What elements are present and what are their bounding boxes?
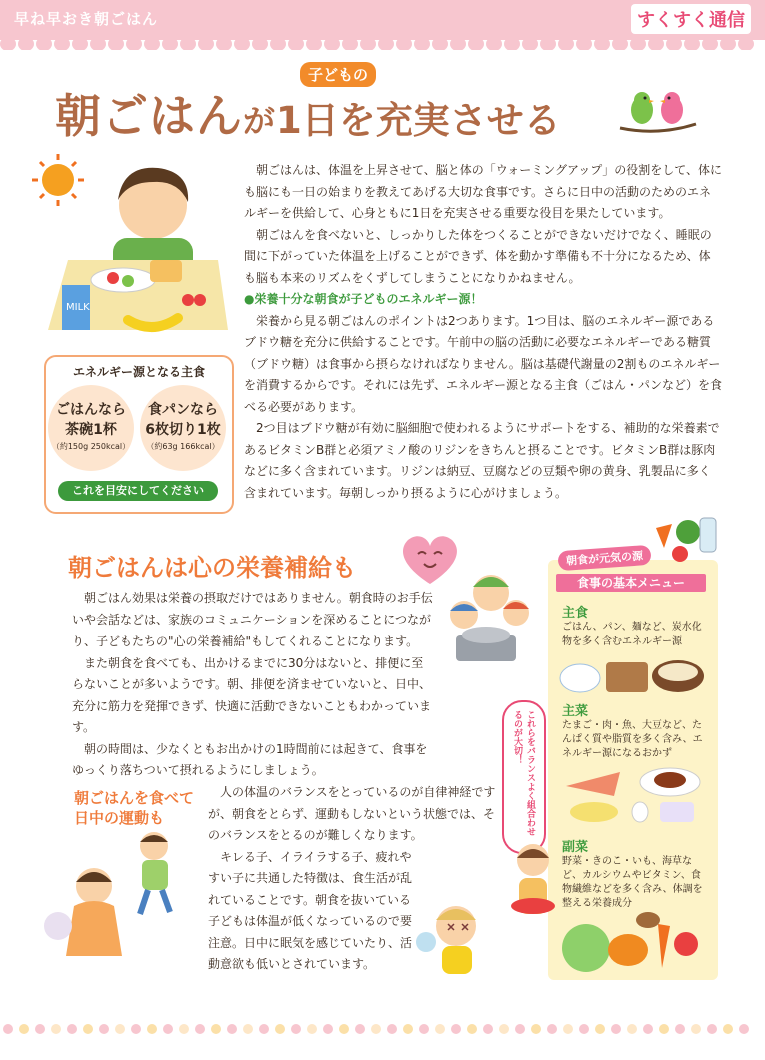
scallop-dot (342, 37, 358, 50)
scallop-dot (630, 37, 646, 50)
footer-dot (499, 1024, 509, 1034)
scallop-dot (54, 37, 70, 50)
footer-dot (179, 1024, 189, 1034)
footer-dot (659, 1024, 669, 1034)
scallop-dot (216, 37, 232, 50)
header-scallop-border (0, 36, 765, 50)
footer-dot (643, 1024, 653, 1034)
scallop-dot (738, 37, 754, 50)
scallop-dot (126, 37, 142, 50)
footer-dot (339, 1024, 349, 1034)
children-playing-illustration (44, 826, 204, 976)
footer-dot (51, 1024, 61, 1034)
rice-calories: （約150g 250kcal） (51, 442, 131, 451)
footer-dot (307, 1024, 317, 1034)
footer-dot (403, 1024, 413, 1034)
footer-dot (531, 1024, 541, 1034)
sun-icon (32, 154, 84, 206)
scallop-dot (612, 37, 628, 50)
section2-paragraph-3: 朝の時間は、少なくともお出かけの1時間前には起きて、食事をゆっくり落ちついて摂れるようにしましょう。 (72, 741, 428, 777)
child-with-dish-illustration (505, 838, 563, 928)
scallop-dot (324, 37, 340, 50)
staple-text: ごはん、パン、麺など、炭水化物を多く含むエネルギー源 (562, 622, 702, 647)
title-kicker: 子どもの (300, 62, 376, 87)
footer-dot (3, 1024, 13, 1034)
footer-dot (675, 1024, 685, 1034)
birds-illustration (618, 84, 698, 140)
scallop-dot (558, 37, 574, 50)
main-heading: 主菜 (562, 704, 589, 719)
section3-heading-line2: 日中の運動も (74, 809, 165, 827)
footer-dot (563, 1024, 573, 1034)
footer-dot-border (0, 1020, 765, 1040)
footer-dot (387, 1024, 397, 1034)
footer-dot (547, 1024, 557, 1034)
energy-source-box (44, 355, 234, 514)
page-title (55, 80, 276, 146)
child-breakfast-illustration (28, 150, 238, 350)
section3-paragraph-1: 人の体温のバランスをとっているのが自律神経ですが、朝食をとらず、運動もしないという状態では、そのバランスをとるのが難しくなります。 (208, 785, 496, 842)
scallop-dot (252, 37, 268, 50)
footer-dot (515, 1024, 525, 1034)
menu-staple (562, 602, 710, 649)
footer-dot (227, 1024, 237, 1034)
scallop-dot (576, 37, 592, 50)
footer-dot (579, 1024, 589, 1034)
main-text: たまご・肉・魚、大豆など、たんぱく質や脂質を多く含み、エネルギー源になるおかず (562, 720, 703, 759)
bread-portion-circle (140, 385, 226, 471)
footer-dot (67, 1024, 77, 1034)
section3-paragraph-2: キレる子、イライラする子、疲れやすい子に共通した特徴は、食生活が乱れていることです。朝食を抜いている子どもは体温が低くなっているので要注意。日中に眠気を感じていたり、活動意欲も低いとされています。 (208, 849, 413, 971)
footer-dot (707, 1024, 717, 1034)
scallop-dot (396, 37, 412, 50)
intro-paragraph-2: 朝ごはんを食べないと、しっかりした体をつくることができないだけでなく、睡眠の間に下がっていた体温を上げることができず、体を動かす準備も不十分になるため、体も脳も本来のリズムをくずしてしまうことになりかねません。 (244, 227, 712, 285)
scallop-dot (522, 37, 538, 50)
footer-dot (259, 1024, 269, 1034)
title-particle: が (243, 102, 277, 140)
section-exercise-heading (74, 788, 194, 828)
section2-paragraph-1: 朝ごはん効果は栄養の摂取だけではありません。朝食時のお手伝いや会話などは、家族のコミュニケーションを深めることにつながり、子どもたちの"心の栄養補給"もしてくれることになります。 (72, 591, 433, 648)
scallop-dot (720, 37, 736, 50)
scallop-dot (270, 37, 286, 50)
section-heart-heading: 朝ごはんは心の栄養補給も (68, 554, 356, 582)
intro-subheading: ●栄養十分な朝食が子どものエネルギー源！ (244, 292, 483, 306)
scallop-dot (144, 37, 160, 50)
footer-dot (131, 1024, 141, 1034)
menu-tag: 朝食が元気の源 (557, 545, 651, 571)
bread-label: 食パンなら (148, 402, 218, 418)
scallop-dot (666, 37, 682, 50)
footer-dot (691, 1024, 701, 1034)
vegetables-icon (650, 508, 720, 564)
scallop-dot (432, 37, 448, 50)
intro-paragraph-4: 2つ目はブドウ糖が有効に脳細胞で使われるようにサポートをする、補助的な栄養素であるビタミンB群と必須アミノ酸のリジンをきちんと摂ることです。ビタミンB群は豚肉などに多く含まれています。リジンは納豆、豆腐などの豆類や卵の黄身、乳製品に多く含まれています。毎朝しっかり摂るように心がけましょう。 (244, 421, 720, 500)
scallop-dot (234, 37, 250, 50)
footer-dot (275, 1024, 285, 1034)
scallop-dot (540, 37, 556, 50)
header-newsletter-name: すくすく通信 (631, 4, 751, 34)
side-dishes-icon (558, 904, 708, 980)
footer-dot (419, 1024, 429, 1034)
scallop-dot (648, 37, 664, 50)
balance-callout-text: これらをバランスよく組合わせるのが大切！ (512, 710, 535, 836)
footer-dot (99, 1024, 109, 1034)
scallop-dot (72, 37, 88, 50)
rice-label: ごはんなら (56, 402, 126, 418)
scallop-dot (198, 37, 214, 50)
scallop-dot (36, 37, 52, 50)
guideline-banner: これを目安にしてください (58, 481, 218, 501)
footer-dot (211, 1024, 221, 1034)
footer-dot (115, 1024, 125, 1034)
balance-callout (502, 700, 546, 854)
intro-text (244, 160, 722, 504)
scallop-dot (702, 37, 718, 50)
scallop-dot (0, 37, 16, 50)
footer-dot (19, 1024, 29, 1034)
scallop-dot (594, 37, 610, 50)
rice-portion-circle (48, 385, 134, 471)
scallop-dot (18, 37, 34, 50)
intro-paragraph-3: 栄養から見る朝ごはんのポイントは2つあります。1つ目は、脳のエネルギー源であるブドウ糖を充分に供給することです。午前中の脳の活動に必要なエネルギーである糖質（ブドウ糖）は食事から摂らなければなりません。脳は基礎代謝量の2割ものエネルギーを消費するからです。それには先ず、エネルギー源となる主食（ごはん・パンなど）を食べる必要があります。 (244, 313, 722, 414)
section2-paragraph-2: また朝食を食べても、出かけるまでに30分はないと、排便に至らないことが多いようです。朝、排便を済ませていないと、日中、充分に筋力を発揮できず、快適に活動できないこともわかっています。 (72, 655, 432, 734)
scallop-dot (162, 37, 178, 50)
staple-foods-icon (558, 654, 708, 696)
side-heading: 副菜 (562, 840, 589, 855)
footer-dot (163, 1024, 173, 1034)
footer-dot (723, 1024, 733, 1034)
footer-dot (243, 1024, 253, 1034)
footer-dot (35, 1024, 45, 1034)
scallop-dot (486, 37, 502, 50)
scallop-dot (360, 37, 376, 50)
scallop-dot (468, 37, 484, 50)
footer-dot (595, 1024, 605, 1034)
bread-calories: （約63g 166kcal） (146, 442, 220, 451)
scallop-dot (684, 37, 700, 50)
title-rest: 1日を充実させる (276, 99, 561, 142)
side-text: 野菜・きのこ・いも、海草など、カルシウムやビタミン、食物繊維などを多く含み、体調を整える栄養成分 (562, 856, 703, 909)
main-dishes-icon (560, 762, 710, 826)
footer-dot (435, 1024, 445, 1034)
menu-title: 食事の基本メニュー (556, 574, 706, 592)
footer-dot (355, 1024, 365, 1034)
footer-dot (147, 1024, 157, 1034)
scallop-dot (180, 37, 196, 50)
scallop-dot (90, 37, 106, 50)
footer-dot (627, 1024, 637, 1034)
scallop-dot (108, 37, 124, 50)
footer-dot (371, 1024, 381, 1034)
footer-dot (611, 1024, 621, 1034)
bread-amount: 6枚切り1枚 (145, 422, 221, 438)
footer-dot (195, 1024, 205, 1034)
section3-heading-line1: 朝ごはんを食べて (74, 789, 195, 807)
intro-paragraph-1: 朝ごはんは、体温を上昇させて、脳と体の「ウォーミングアップ」の役割をして、体にも脳にも一日の始まりを教えてあげる大切な食事です。さらに日中の活動のためのエネルギーを供給して、心身ともに1日を充実させる重要な役目を果たしています。 (244, 163, 722, 220)
scallop-dot (306, 37, 322, 50)
header-series-title: 早ね早おき朝ごはん (14, 10, 159, 28)
scallop-dot (288, 37, 304, 50)
scallop-dot (450, 37, 466, 50)
milk-label: MILK (66, 302, 90, 313)
footer-dot (291, 1024, 301, 1034)
staple-heading: 主食 (562, 606, 589, 621)
footer-dot (483, 1024, 493, 1034)
rice-amount: 茶碗1杯 (65, 422, 117, 438)
menu-main (562, 700, 710, 761)
scallop-dot (504, 37, 520, 50)
energy-box-title: エネルギー源となる主食 (72, 365, 205, 379)
footer-dot (83, 1024, 93, 1034)
footer-dot (451, 1024, 461, 1034)
tired-child-illustration (412, 890, 492, 980)
scallop-dot (378, 37, 394, 50)
family-cooking-illustration (436, 565, 536, 670)
section2-text (72, 588, 434, 782)
footer-dot (323, 1024, 333, 1034)
menu-side (562, 836, 710, 911)
footer-dot (467, 1024, 477, 1034)
footer-dot (739, 1024, 749, 1034)
scallop-dot (414, 37, 430, 50)
title-main-text: 朝ごはん (55, 89, 243, 143)
